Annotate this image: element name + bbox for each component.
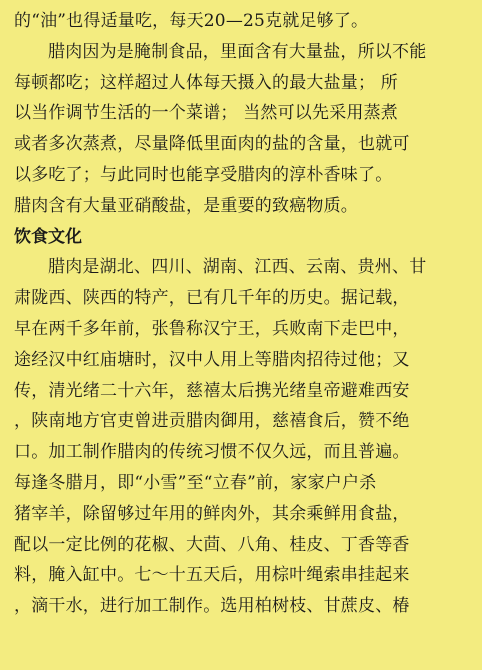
text-line: 肃陇西、陕西的特产，已有几千年的历史。据记载，	[14, 288, 410, 309]
text-line: 以多吃了；与此同时也能享受腊肉的淳朴香味了。	[14, 164, 393, 185]
text-line: 的“油”也得适量吃，每天20—25克就足够了。	[14, 11, 369, 31]
text-line: 腊肉含有大量亚硝酸盐，是重要的致癌物质。	[14, 195, 358, 216]
text-line: 口。加工制作腊肉的传统习惯不仅久远，而且普遍。	[14, 442, 410, 463]
text-line: ，滴干水，进行加工制作。选用柏树枝、甘蔗皮、椿	[14, 596, 410, 617]
text-line: 以当作调节生活的一个菜谱； 当然可以先采用蒸煮	[14, 103, 399, 124]
text-line: 每顿都吃；这样超过人体每天摄入的最大盐量； 所	[14, 72, 399, 93]
section-heading: 饮食文化	[14, 226, 82, 247]
text-line: 或者多次蒸煮，尽量降低里面肉的盐的含量，也就可	[14, 134, 410, 155]
text-line: 途经汉中红庙塘时，汉中人用上等腊肉招待过他；又	[14, 349, 410, 370]
text-line: 料，腌入缸中。七～十五天后，用棕叶绳索串挂起来	[14, 565, 410, 586]
text-line: 每逢冬腊月，即“小雪”至“立春”前，家家户户杀	[14, 472, 377, 493]
text-line: 配以一定比例的花椒、大茴、八角、桂皮、丁香等香	[14, 534, 410, 555]
text-line: 传，清光绪二十六年，慈禧太后携光绪皇帝避难西安	[14, 380, 410, 401]
text-line: 早在两千多年前，张鲁称汉宁王，兵败南下走巴中，	[14, 318, 410, 339]
text-line: 猪宰羊，除留够过年用的鲜肉外，其余乘鲜用食盐，	[14, 503, 410, 524]
paragraph-start-line: 腊肉是湖北、四川、湖南、江西、云南、贵州、甘	[48, 257, 427, 278]
text-line: ，陕南地方官吏曾进贡腊肉御用，慈禧食后，赞不绝	[14, 411, 410, 432]
paragraph-start-line: 腊肉因为是腌制食品，里面含有大量盐，所以不能	[48, 41, 427, 62]
